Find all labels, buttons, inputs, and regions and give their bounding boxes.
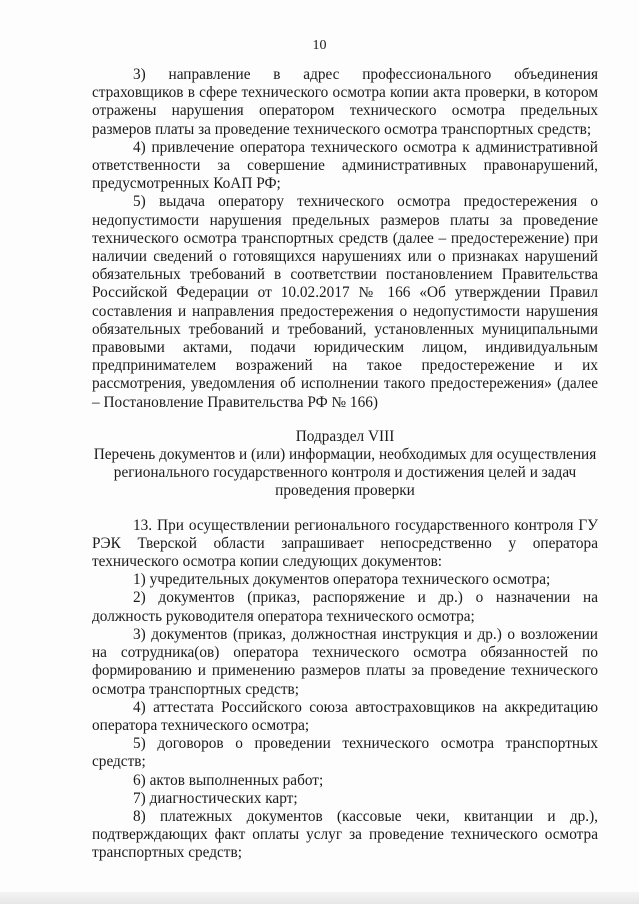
item-4-paragraph: 4) привлечение оператора технического осмотра к административной ответственности за совершение административных правонарушений, предусмотренных КоАП РФ; [92, 138, 598, 193]
doc-item-4: 4) аттестата Российского союза автостраховщиков на аккредитацию оператора технического осмотра; [92, 698, 598, 734]
scan-bottom-edge [0, 892, 639, 904]
section-spacer [92, 501, 598, 517]
item-5-paragraph: 5) выдача оператору технического осмотра предостережения о недопустимости нарушения предельных размеров платы за проведение технического осмотра транспортных средств (далее – предостережение) при наличии сведений о готовящихся нарушениях или о признаках нарушений обязательных требований в соответствии постановлением Правительства Российской Федерации от 10.02.2017 № 166 «Об утверждении Правил составления и направления предостережения о недопустимости нарушения обязательных требований и требований, установленных муниципальными правовыми актами, подачи юридическим лицом, индивидуальным предпринимателем возражений на такое предостережение и их рассмотрения, уведомления об исполнении такого предостережения» (далее – Постановление Правительства РФ № 166) [92, 193, 598, 411]
doc-item-3: 3) документов (приказ, должностная инструкция и др.) о возложении на сотрудника(ов) оператора технического осмотра обязанностей по формированию и применению размеров платы за проведение технического осмотра транспортных средств; [92, 625, 598, 698]
page-number: 10 [312, 38, 327, 53]
document-body [92, 66, 598, 863]
subsection-title: Подраздел VIII [295, 427, 395, 445]
item-3-paragraph: 3) направление в адрес профессионального объединения страховщиков в сфере технического осмотра копии акта проверки, в котором отражены нарушения оператором технического осмотра предельных размеров платы за проведение технического осмотра транспортных средств; [92, 66, 598, 138]
doc-item-8: 8) платежных документов (кассовые чеки, квитанции и др.), подтверждающих факт оплаты услуг за проведение технического осмотра транспортных средств; [92, 807, 598, 862]
doc-item-2: 2) документов (приказ, распоряжение и др.) о назначении на должность руководителя оператора технического осмотра; [92, 589, 598, 625]
doc-item-6: 6) актов выполненных работ; [133, 771, 324, 789]
section-spacer [92, 412, 598, 428]
doc-item-1: 1) учредительных документов оператора технического осмотра; [133, 571, 551, 589]
doc-item-7: 7) диагностических карт; [133, 789, 298, 807]
doc-item-5: 5) договоров о проведении технического осмотра транспортных средств; [92, 735, 598, 771]
subsection-heading: Перечень документов и (или) информации, необходимых для осуществления регионального государственного контроля и достижения целей и задач проведения проверки [93, 446, 597, 500]
clause-13-paragraph: 13. При осуществлении регионального государственного контроля ГУ РЭК Тверской области запрашивает непосредственно у оператора технического осмотра копии следующих документов: [92, 516, 598, 571]
